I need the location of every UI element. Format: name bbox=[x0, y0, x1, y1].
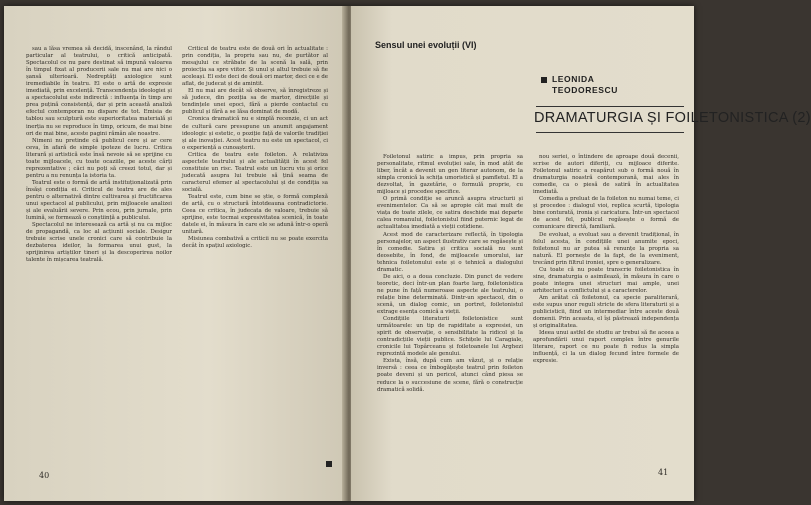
page-number: 40 bbox=[39, 471, 50, 480]
article-title: DRAMATURGIA ȘI FOILETONISTICA (2) bbox=[534, 110, 811, 126]
paragraph: Criticul de teatru este de două ori în actualitate : prin condiția, la propriu sau nu, de purtător al mesajului ce străbate de la scenă la sală, prin proiecția sa spre viitor. Și unul și altul trebuie să fie aceleași. El este deci de două ori martor, deci ce e de aflat, de judecat și de amintit. bbox=[182, 46, 328, 88]
paragraph: Acest mod de caracterizare reflectă, în tipologia personajelor, un aspect ilustrativ care se regăsește și în comedie. Satira și critica socială nu sunt deosebite, în fond, de mijloacele umorului, iar tehnica foiletonului este și o tehnică a dialogului dramatic. bbox=[377, 231, 523, 273]
paragraph: Critica de teatru este foileton. A relativiza aspectele teatrului și ale actualității în acest fel constituie un risc. Teatrul este un lucru viu și orice judecată asupra lui trebuie să țină seama de caracterul efemer al spectacolului și de condiția sa socială. bbox=[182, 151, 328, 193]
paragraph: El nu mai are decât să observe, să înregistreze și să judece, din poziția sa de martor, direcțiile și tendințele unei epoci, fără a pierde contactul cu publicul și fără a se lăsa dominat de modă. bbox=[182, 88, 328, 116]
page-number: 41 bbox=[658, 468, 669, 477]
author-last-name: TEODORESCU bbox=[552, 85, 618, 95]
paragraph: Cronica dramatică nu e simplă recenzie, ci un act de cultură care presupune un anumit angajament ideologic și estetic, o poziție față de valorile tradiției și ale inovației. Acest teatru nu este un spectacol, ci o experiență a cunoașterii. bbox=[182, 116, 328, 151]
right-page bbox=[351, 6, 811, 501]
book-spread bbox=[4, 6, 811, 501]
paragraph: De evoluat, a evoluat sau a devenit tradițional, în felul acesta, în condițiile unei anumite epoci, foiletonul nu ar putea să renunțe la propria sa natură. El pornește de la fapt, de la eveniment, trecând prin filtrul ironiei, spre o generalizare. bbox=[533, 231, 679, 266]
author-name bbox=[552, 74, 618, 96]
running-head: Sensul unei evoluții (VI) bbox=[375, 40, 477, 50]
left-page-column-1 bbox=[26, 46, 172, 456]
end-of-article-mark bbox=[326, 461, 332, 467]
title-rule-top bbox=[536, 106, 684, 107]
paragraph: Spectacolul ne interesează ca artă și nu ca mijloc de propagandă, ca loc al acțiunii sociale. Desigur trebuie scrise unele cronici care să contribuie la dezbaterea ideilor, la formarea unui gust, la sprijinirea artiștilor tineri și la descoperirea noilor talente în mișcarea teatrală. bbox=[26, 222, 172, 264]
paragraph: Foiletonul satiric a impus, prin propria sa personalitate, ritmul evoluției sale, în mod atât de liber, încât a devenit un gen literar autonom, de la simpla cronică la schița umoristică și pamfletul. El a dezvoltat, în gazetărie, o formulă proprie, cu mijloace și procedee specifice. bbox=[377, 154, 523, 196]
paragraph: Teatrul este o formă de artă instituționalizată prin însăși condiția ei. Criticul de teatru are de ales pentru o alternativă dintre cultivarea și fructificarea unui spectacol al publicului, prin mijloacele analizei și ale evaluării severe. Prin ecou, prin jurnale, prin lumină, se formează o conștiință a publicului. bbox=[26, 179, 172, 222]
left-page bbox=[4, 6, 347, 501]
paragraph: Am arătat că foiletonul, ca specie paraliterară, este supus unor reguli stricte de sfera literaturii și a publicisticii, fiind un intermediar între aceste două domenii. Prin aceasta, el își păstrează independența și originalitatea. bbox=[533, 294, 679, 330]
right-page-column-2 bbox=[533, 154, 679, 472]
paragraph: Condițiile literaturii foiletonistice sunt următoarele: un tip de rapiditate a expresiei, un spirit de observație, o sensibilitate la ridicol și la contradicțiile vieții publice. Schițele lui Caragiale, cronicile lui Topârceanu și foiletoanele lui Arghezi reprezintă modele ale genului. bbox=[377, 316, 523, 358]
paragraph: nou seriei, o întindere de aproape două decenii, scrise de autori diferiți, cu mijloace diferite. Foiletonul satiric a reapărut sub o formă nouă în dramaturgia noastră contemporană, mai ales în comedie, ca o piesă de satiră în actualitatea imediată. bbox=[533, 154, 679, 196]
paragraph: Teatrul este, cum bine se știe, o formă complexă de artă, cu o structură întotdeauna contradictorie. Ceea ce critica, în judecata de valoare, trebuie să sprijine, este tocmai expresivitatea scenică, în toate datele ei, în măsura în care ele se adună într-o operă unitară. bbox=[182, 193, 328, 236]
paragraph: sau a lăsa vremea să decidă, inscenând, la rândul particular al teatrului, o critică anticipată. Spectacolul ce nu pare destinat să impună valoarea în timpul fixat al producerii sale nu mai are nici o șansă ulterioară. Nedreptăți axiologice sunt iremediabile în teatru. El este o artă de expresie imediată, prin excelență. Transcendența ideologiei și a spectacolului este indirectă : influența în timp are prea puțină consistență, dar și prin această analiză efectul contemporan nu dispare de tot. Emisia de tablou sau sculptură este superioritatea materială și inerția nu se reproduce în timp, oricum, de mai bine ori de mai bine, aceste pagini rămân ale noastre. bbox=[26, 46, 172, 137]
paragraph: Ideea unui astfel de studiu ar trebui să fie aceea a aprofundării unui raport complex între genurile literare, raport ce nu poate fi redus la simpla influență, ci la un dialog fecund între formele de expresie. bbox=[533, 330, 679, 365]
paragraph: Misiunea combativă a criticii nu se poate exercita decât în spațiul axiologic. bbox=[182, 236, 328, 250]
paragraph: Nimeni nu pretinde că publicul cere și ar cere ceva, în afară de simple ipoteze de lucru. Critica literară și artistică este însă nevoie să se sprijine cu toate mijloacele, cu toate ocaziile, pe aceste cărți reprezentative ; căci nu poți să creezi totul, dar și pentru a nu renunța la istoria ta. bbox=[26, 137, 172, 179]
left-page-column-2 bbox=[182, 46, 328, 456]
right-page-column-1 bbox=[377, 154, 523, 472]
paragraph: De aici, o a doua concluzie. Din punct de vedere teoretic, deci într-un plan foarte larg, foiletonistica ne pune în față numeroase aspecte ale teatrului, o relație bine determinată. Dintr-un spectacol, din o scenă, un dialog comic, un portret, foiletonistul extrage esența comică a vieții. bbox=[377, 273, 523, 316]
square-bullet-icon bbox=[541, 77, 547, 83]
paragraph: Exista, însă, după cum am văzut, și o relație inversă : ceea ce îmbogățește teatrul prin foileton poate deveni și un pericol, atunci când piesa se reduce la o succesiune de scene, fără o construcție dramatică solidă. bbox=[377, 358, 523, 393]
paragraph: Cu toate că nu poate transcrie foiletonistica în sine, dramaturgia o asimilează, în măsura în care o poate integra unei structuri mai ample, unei arhitecturi a conflictului și a caracterelor. bbox=[533, 266, 679, 294]
paragraph: O primă condiție se aruncă asupra structurii și evenimentelor. Ca să se apropie cât mai mult de viața de toate zilele, ce satira deschide mai departe calea romanului, foiletonistul fiind puternic legat de actualitatea imediată a vieții cotidiene. bbox=[377, 196, 523, 231]
paragraph: Comedia a preluat de la foileton nu numai teme, ci și procedee : dialogul vioi, replica scurtă, tipologia bine conturată, ironia și caricatura. Într-un spectacol de acest fel, publicul regăsește o formă de comunicare directă, familiară. bbox=[533, 196, 679, 231]
author-block bbox=[541, 72, 681, 110]
title-rule-bottom bbox=[536, 132, 684, 133]
author-first-name: LEONIDA bbox=[552, 74, 595, 84]
